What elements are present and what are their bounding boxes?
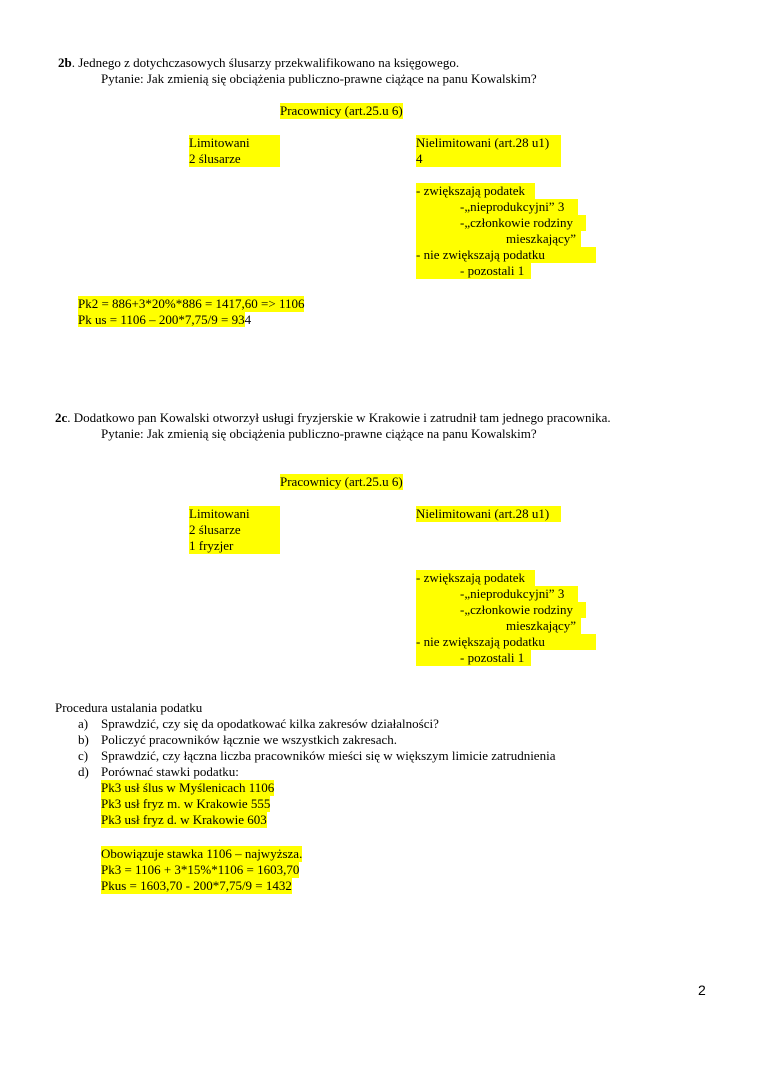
list-marker: d): [78, 764, 89, 779]
rate-hairdresser-female: Pk3 usł fryz d. w Krakowie 603: [101, 812, 267, 827]
list-item-text: Porównać stawki podatku:: [101, 764, 239, 779]
section-2b-limited-block: [189, 135, 280, 167]
list-item: [78, 732, 397, 748]
rate-hairdresser-male: Pk3 usł fryz m. w Krakowie 555: [101, 796, 271, 811]
limited-count: 2 ślusarze: [189, 151, 241, 166]
section-2c-limited-block: [189, 506, 280, 554]
list-marker: b): [78, 732, 89, 747]
others-workers: - pozostali 1: [416, 650, 531, 666]
section-2b-number: 2b: [58, 55, 72, 70]
others-workers: - pozostali 1: [416, 263, 531, 279]
family-members-line-2: mieszkający”: [416, 231, 581, 247]
list-item: [78, 748, 555, 764]
section-2b-heading: [58, 55, 459, 71]
list-item: [78, 764, 239, 780]
formula-pk-us-tail: 4: [244, 312, 252, 327]
unlimited-label: Nielimitowani (art.28 u1): [416, 506, 550, 521]
no-increase-tax-title: - nie zwiększają podatku: [416, 247, 596, 263]
family-members-line-2: mieszkający”: [416, 618, 581, 634]
limited-hairdresser: 1 fryzjer: [189, 538, 234, 553]
unproductive-workers: -„nieprodukcyjni” 3: [416, 199, 578, 215]
formula-pk2: Pk2 = 886+3*20%*886 = 1417,60 => 1106: [78, 296, 305, 311]
family-members-line-1: -„członkowie rodziny: [416, 215, 586, 231]
list-marker: a): [78, 716, 89, 731]
section-2c-unlimited-block: [416, 506, 561, 522]
increase-tax-title: - zwiększają podatek: [416, 183, 535, 199]
section-2c-heading-text: . Dodatkowo pan Kowalski otworzył usługi fryzjerskie w Krakowie i zatrudnił tam jednego pracownika.: [67, 410, 611, 425]
section-2b-heading-text: . Jednego z dotychczasowych ślusarzy przekwalifikowano na księgowego.: [71, 55, 460, 70]
rate-locksmith: Pk3 usł ślus w Myślenicach 1106: [101, 780, 275, 795]
formula-pkus: Pkus = 1603,70 - 200*7,75/9 = 1432: [101, 878, 292, 893]
unlimited-count: 4: [416, 151, 423, 166]
unlimited-label: Nielimitowani (art.28 u1): [416, 135, 550, 150]
conclusion-highest-rate: Obowiązuje stawka 1106 – najwyższa.: [101, 846, 303, 861]
list-item-text: Sprawdzić, czy łączna liczba pracowników mieści się w większym limicie zatrudnienia: [101, 748, 556, 763]
page-number: 2: [698, 982, 706, 998]
list-item-text: Policzyć pracowników łącznie we wszystkich zakresach.: [101, 732, 397, 747]
limited-locksmiths: 2 ślusarze: [189, 522, 241, 537]
section-2c-number: 2c: [55, 410, 68, 425]
section-2c-heading: [55, 410, 611, 426]
section-2c-question: Pytanie: Jak zmienią się obciążenia publiczno-prawne ciążące na panu Kowalskim?: [101, 426, 537, 441]
limited-label: Limitowani: [189, 135, 250, 150]
formula-pk3: Pk3 = 1106 + 3*15%*1106 = 1603,70: [101, 862, 300, 877]
list-marker: c): [78, 748, 89, 763]
family-members-line-1: -„członkowie rodziny: [416, 602, 586, 618]
procedure-title: Procedura ustalania podatku: [55, 700, 203, 715]
no-increase-tax-title: - nie zwiększają podatku: [416, 634, 596, 650]
formula-pk-us-main: Pk us = 1106 – 200*7,75/9 = 93: [78, 312, 245, 327]
increase-tax-title: - zwiększają podatek: [416, 570, 535, 586]
section-2c-workers-title: Pracownicy (art.25.u 6): [280, 474, 403, 489]
list-item-text: Sprawdzić, czy się da opodatkować kilka zakresów działalności?: [101, 716, 439, 731]
unproductive-workers: -„nieprodukcyjni” 3: [416, 586, 578, 602]
list-item: [78, 716, 439, 732]
limited-label: Limitowani: [189, 506, 250, 521]
section-2b-question: Pytanie: Jak zmienią się obciążenia publiczno-prawne ciążące na panu Kowalskim?: [101, 71, 537, 86]
section-2b-workers-title: Pracownicy (art.25.u 6): [280, 103, 403, 118]
section-2b-unlimited-block: [416, 135, 561, 167]
formula-pk-us: [78, 312, 251, 328]
